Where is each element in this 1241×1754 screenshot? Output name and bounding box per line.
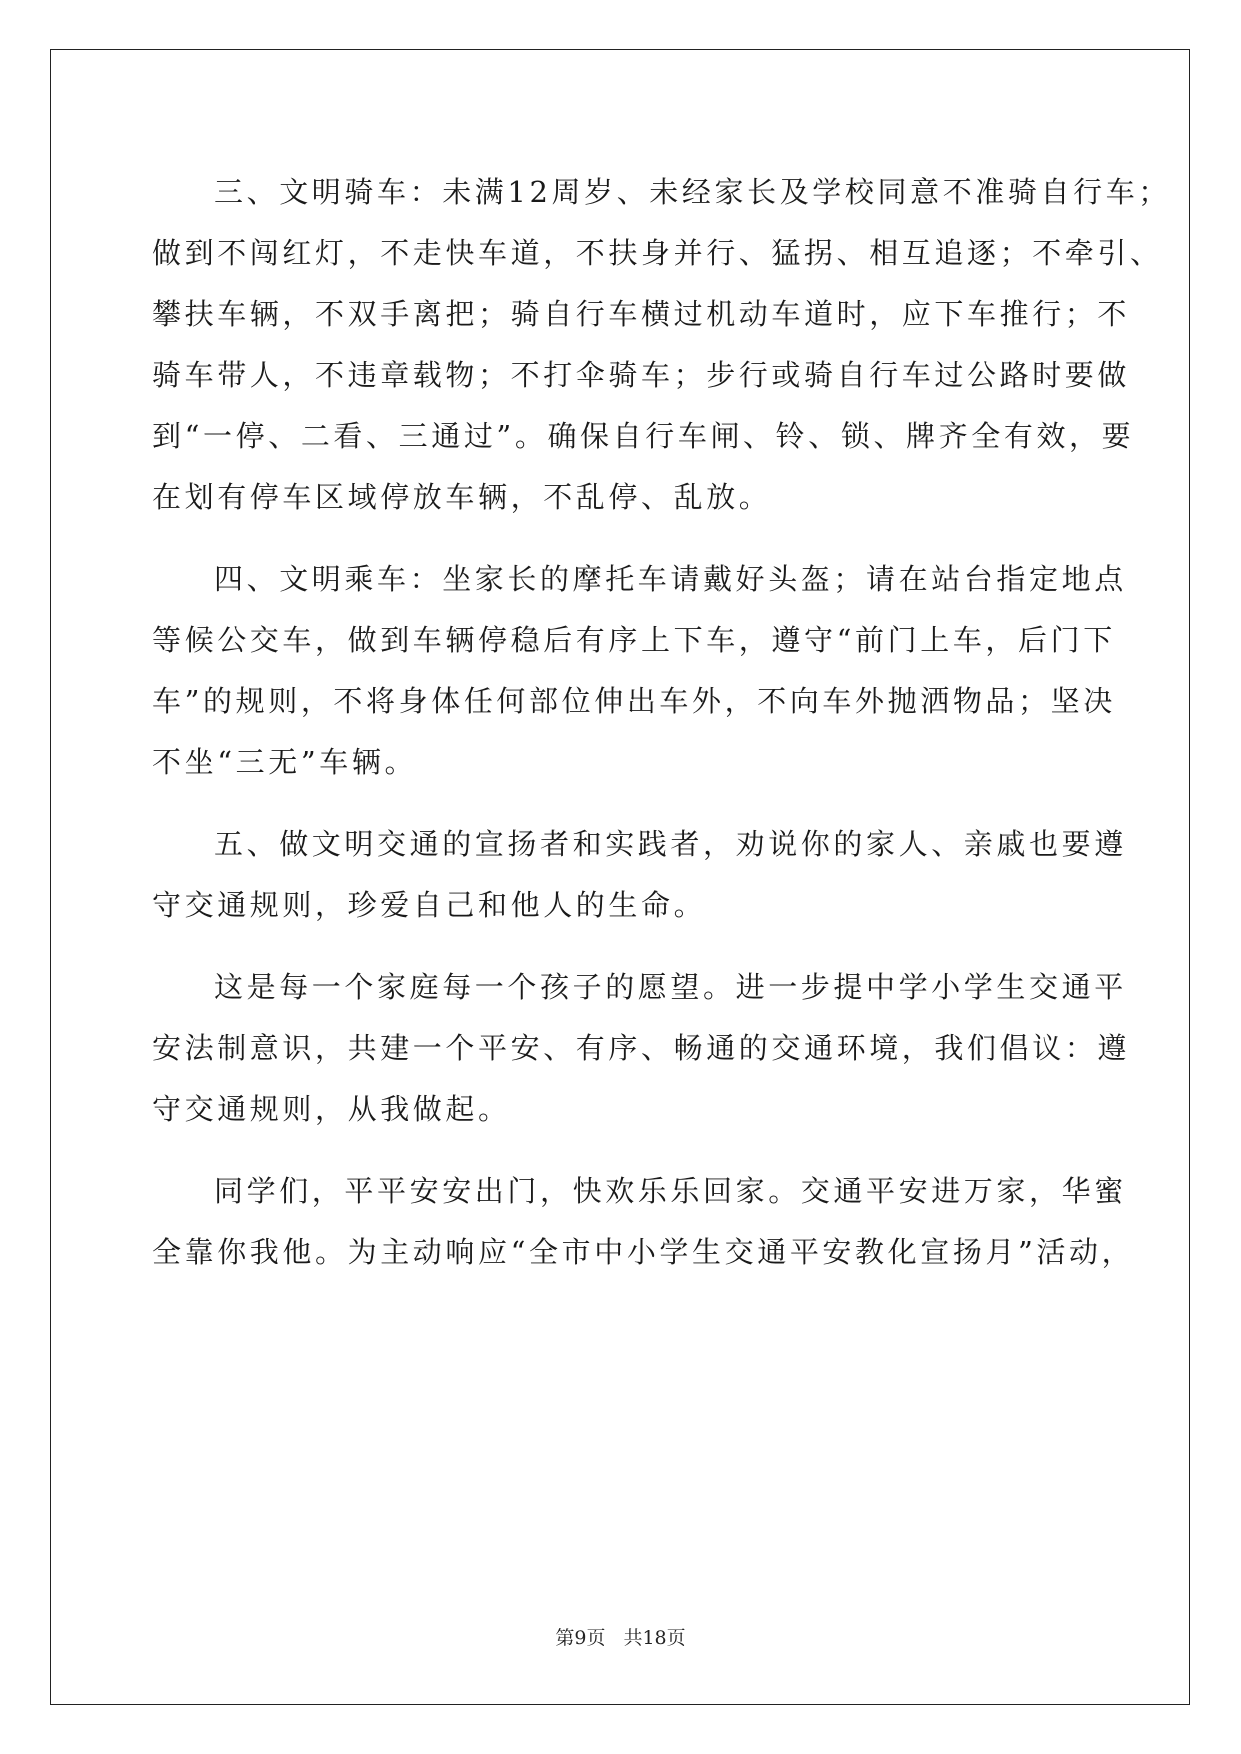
text-line: 同学们，平平安安出门，快欢乐乐回家。交通平安进万家，华蜜 xyxy=(214,1174,1127,1208)
text-line: 四、文明乘车：坐家长的摩托车请戴好头盔；请在站台指定地点 xyxy=(214,562,1127,596)
text-line: 五、做文明交通的宣扬者和实践者，劝说你的家人、亲戚也要遵 xyxy=(214,827,1127,861)
page-number: 第9页 xyxy=(555,1627,606,1649)
text-line: 车”的规则，不将身体任何部位伸出车外，不向车外抛洒物品；坚决 xyxy=(152,684,1116,718)
text-line: 到“一停、二看、三通过”。确保自行车闸、铃、锁、牌齐全有效，要 xyxy=(152,419,1135,453)
text-line: 不坐“三无”车辆。 xyxy=(152,745,418,779)
paragraph-initiative xyxy=(152,957,1131,1140)
text-line: 三、文明骑车：未满12周岁、未经家长及学校同意不准骑自行车； xyxy=(214,175,1171,209)
paragraph-advocacy xyxy=(152,814,1127,936)
text-line: 在划有停车区域停放车辆，不乱停、乱放。 xyxy=(152,480,772,514)
page-footer xyxy=(0,1626,1241,1650)
text-line: 这是每一个家庭每一个孩子的愿望。进一步提中学小学生交通平 xyxy=(214,970,1127,1004)
text-line: 攀扶车辆，不双手离把；骑自行车横过机动车道时，应下车推行；不 xyxy=(152,297,1131,331)
paragraph-closing xyxy=(152,1161,1135,1283)
text-line: 骑车带人，不违章载物；不打伞骑车；步行或骑自行车过公路时要做 xyxy=(152,358,1131,392)
text-line: 等候公交车，做到车辆停稳后有序上下车，遵守“前门上车，后门下 xyxy=(152,623,1116,657)
text-line: 守交通规则，从我做起。 xyxy=(152,1092,511,1126)
text-line: 做到不闯红灯，不走快车道，不扶身并行、猛拐、相互追逐；不牵引、 xyxy=(152,236,1163,270)
paragraph-cycling-rules xyxy=(152,162,1171,528)
text-line: 安法制意识，共建一个平安、有序、畅通的交通环境，我们倡议：遵 xyxy=(152,1031,1131,1065)
text-line: 守交通规则，珍爱自己和他人的生命。 xyxy=(152,888,707,922)
page-total: 共18页 xyxy=(623,1627,686,1649)
document-body xyxy=(152,162,1171,1304)
paragraph-riding-rules xyxy=(152,549,1127,793)
text-line: 全靠你我他。为主动响应“全市中小学生交通平安教化宣扬月”活动， xyxy=(152,1235,1135,1269)
